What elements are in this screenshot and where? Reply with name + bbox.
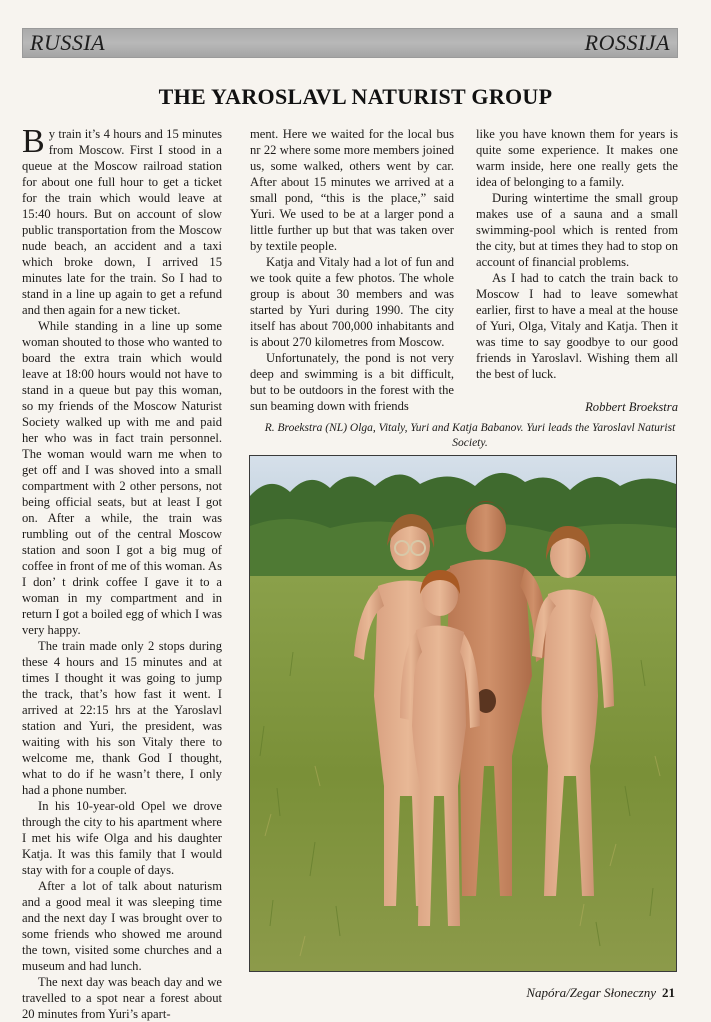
photo-illustration [250, 456, 676, 971]
article-column-1 [22, 123, 222, 1022]
drop-cap: B [22, 123, 45, 160]
paragraph: Unfortunately, the pond is not very deep and swimming is a bit difficult, but to be outdoors in the forest with the sun beaming down with friends [250, 351, 454, 413]
section-label-left: RUSSIA [30, 30, 106, 55]
group-photo [249, 455, 677, 972]
article-column-3 [476, 126, 678, 382]
article-column-2 [250, 126, 454, 414]
photo-caption: R. Broekstra (NL) Olga, Vitaly, Yuri and Katja Babanov. Yuri leads the Yaroslavl Naturist Society. [264, 422, 676, 449]
paragraph: By train it’s 4 hours and 15 minutes from Moscow. First I stood in a queue at the Moscow railroad station for about one full hour to get a ticket for the train which would leave at 15:40 hours. But on account of slow public transportation from the Moscow nude beach, an accident and a taxi which broke down, I arrived 15 minutes late for the train. So I had to stand in a line up again to get a refund and then again for a new ticket. [22, 123, 222, 317]
paragraph: In his 10-year-old Opel we drove through the city to his apartment where I met his wife Olga and his daughter Katja. It was this family that I would stay with for a couple of days. [22, 799, 222, 877]
author-signature: Robbert Broekstra [585, 400, 678, 414]
section-header-bar [22, 28, 678, 58]
paragraph: like you have known them for years is quite some experience. It makes one warm inside, here one really gets the idea of belonging to a family. [476, 127, 678, 189]
paragraph: While standing in a line up some woman shouted to those who wanted to board the extra train which would leave at 18:00 hours would not have to stand in a queue but pay this woman, so my friends of the Moscow Naturist Society walked up with me and paid her who was in fact train personnel. The woman would warn me when to get off and I was shoved into a small compartment with 2 other persons, not being official seats, but at least I got on. After a while, the train was rumbling out of the central Moscow station and soon I got a big mug of coffee in front of me of this woman. As I don’ t drink coffee I gave it to a woman in my compartment and in return I got a boiled egg of which I was very happy. [22, 319, 222, 637]
paragraph: The next day was beach day and we travelled to a spot near a forest about 20 minutes from Yuri’s apart- [22, 975, 222, 1021]
magazine-name: Napóra/Zegar Słoneczny [526, 985, 656, 1000]
paragraph: ment. Here we waited for the local bus nr 22 where some more members joined us, some walked, others went by car. After about 15 minutes we arrived at a small pond, “this is the place,” said Yuri. We used to be at a larger pond a little further up but that was taken over by textile people. [250, 127, 454, 253]
paragraph: Katja and Vitaly had a lot of fun and we took quite a few photos. The whole group is about 30 members and was started by Yuri during 1990. The city itself has about 700,000 inhabitants and is about 270 kilometres from Moscow. [250, 255, 454, 349]
page-number: 21 [662, 985, 675, 1000]
page-footer [526, 985, 675, 1001]
paragraph: The train made only 2 stops during these 4 hours and 15 minutes and at times I thought it was going to jump the track, that’s how fast it went. I arrived at 22:15 hrs at the Yaroslavl station and Yuri, the president, was waiting with his son Vitaly there to welcome me, thank God I thought, what to do if he wasn’t there, I only had a phone number. [22, 639, 222, 797]
article-title: THE YAROSLAVL NATURIST GROUP [158, 84, 553, 109]
section-label-right: ROSSIJA [584, 30, 670, 55]
paragraph: During wintertime the small group makes use of a sauna and a small swimming-pool which is rented from the city, but at times they had to stop on account of financial problems. [476, 191, 678, 269]
paragraph: After a lot of talk about naturism and a good meal it was sleeping time and the next day I was brought over to some friends who showed me around the town, visited some churches and a museum and had lunch. [22, 879, 222, 973]
paragraph: As I had to catch the train back to Moscow I had to leave somewhat earlier, first to have a meal at the house of Yuri, Olga, Vitaly and Katja. Then it was time to say goodbye to our good friends in Yaroslavl. Wishing them all the best of luck. [476, 271, 678, 381]
